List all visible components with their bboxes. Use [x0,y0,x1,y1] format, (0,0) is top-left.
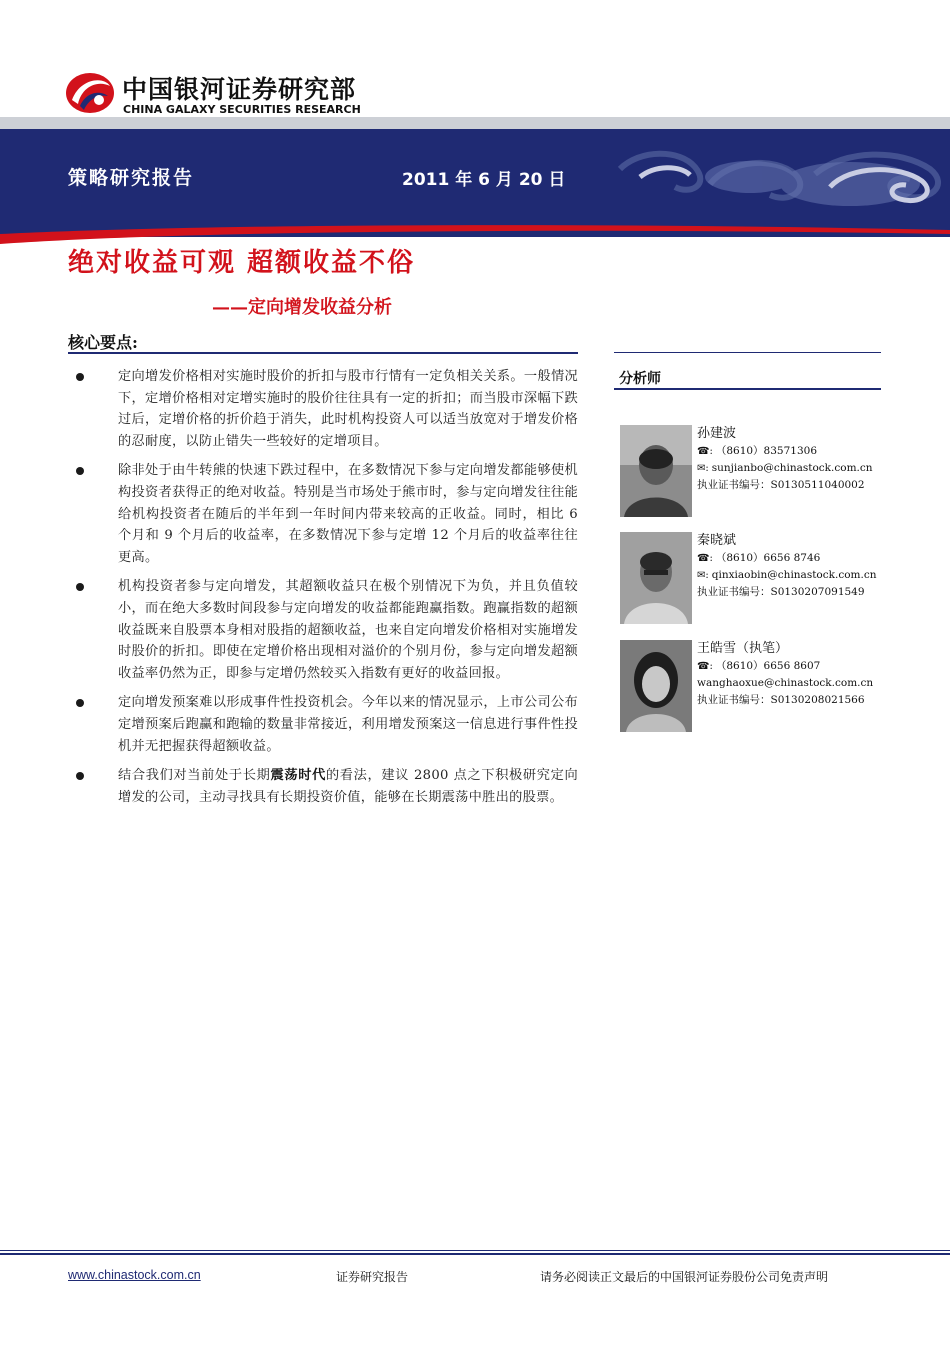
key-points-divider [68,352,578,354]
analyst-name: 王皓雪（执笔） [697,641,789,656]
footer-disclaimer: 请务必阅读正文最后的中国银河证券股份公司免责声明 [540,1270,829,1284]
key-point-emphasis: 震荡时代 [270,768,326,784]
analyst-phone: （8610）6656 8746 [715,552,821,564]
key-points-list [68,366,578,816]
analyst-phone-row [697,550,897,567]
analyst-card [620,532,890,624]
bullet-icon [76,699,84,707]
bullet-icon [76,583,84,591]
galaxy-logo-icon [64,70,116,116]
analyst-phone: （8610）83571306 [715,445,817,457]
bullet-icon [76,772,84,780]
key-points-heading: 核心要点: [68,333,138,352]
bullet-icon [76,467,84,475]
phone-icon: ☎: [697,553,713,564]
key-point-text: 除非处于由牛转熊的快速下跌过程中，在多数情况下参与定向增发都能够使机构投资者获得正的绝对收益。特别是当市场处于熊市时，参与定向增发往往能给机构投资者在随后的半年到一年时间内带来较高的正收益。同时，相比 6 个月和 9 个月后的收益率，在多数情况下参与定增 12 个月后的收益率往往更高。 [118,463,578,565]
analyst-phone: （8610）6656 8607 [715,660,821,672]
key-point-text [118,765,578,808]
envelope-icon: ✉: [697,570,709,581]
analyst-email-row [697,567,897,584]
key-point-text: 定向增发价格相对实施时股价的折扣与股市行情有一定负相关关系。一般情况下，定增价格相对定增实施时的股价往往具有一定的折扣；而当股市深幅下跌过后，定增价格的折价趋于消失，此时机构投资人可以适当放宽对于增发价格的忍耐度，以防止错失一些较好的定增项目。 [118,369,578,449]
key-point-item [68,692,578,757]
brand-name-cn: 中国银河证券研究部 [122,75,357,104]
brand-name-en: CHINA GALAXY SECURITIES RESEARCH [123,103,361,116]
key-point-text: 定向增发预案难以形成事件性投资机会。今年以来的情况显示，上市公司公布定增预案后跑赢和跑输的数量非常接近，利用增发预案这一信息进行事件性投机并无把握获得超额收益。 [118,695,578,754]
analyst-name: 孙建波 [697,426,737,441]
report-type: 策略研究报告 [68,167,195,189]
analyst-name: 秦晓斌 [697,533,737,548]
key-point-item [68,576,578,684]
phone-icon: ☎: [697,661,713,672]
phone-icon: ☎: [697,446,713,457]
footer-report-label: 证券研究报告 [336,1270,409,1284]
page-title: 绝对收益可观 超额收益不俗 [68,248,416,278]
analyst-email: wanghaoxue@chinastock.com.cn [697,677,874,689]
bullet-icon [76,373,84,381]
analyst-heading: 分析师 [619,371,661,387]
analyst-card [620,640,890,732]
analyst-divider-top [614,352,881,353]
key-point-text-part: 结合我们对当前处于长期 [118,768,271,784]
analyst-phone-row [697,658,897,675]
analyst-photo [620,532,692,624]
key-point-item [68,765,578,808]
analyst-divider-bottom [614,388,881,390]
analyst-cert: 执业证书编号：S0130511040002 [697,479,865,491]
page-subtitle: ——定向增发收益分析 [212,297,392,318]
analyst-photo [620,640,692,732]
key-point-item [68,460,578,568]
analyst-email-row [697,460,897,477]
analyst-photo [620,425,692,517]
report-date: 2011 年 6 月 20 日 [402,170,566,190]
analyst-cert: 执业证书编号：S0130208021566 [697,694,865,706]
footer-divider-thick [0,1253,950,1255]
analyst-card [620,425,890,517]
key-point-item [68,366,578,452]
analyst-phone-row [697,443,897,460]
analyst-email: sunjianbo@chinastock.com.cn [711,462,873,474]
analyst-email: qinxiaobin@chinastock.com.cn [711,569,877,581]
key-point-text-part: 的看法，建议 2800 点之下积极研究定向增发的公司，主动寻找具有长期投资价值，能够在长期震荡中胜出的股票。 [118,768,578,805]
key-point-text: 机构投资者参与定向增发，其超额收益只在极个别情况下为负，并且负值较小，而在绝大多数时间段参与定向增发的收益都能跑赢指数。跑赢指数的超额收益既来自股票本身相对股指的超额收益，也来自定向增发价格相对实施增发时股价的折扣。即使在定增价格出现相对溢价的个别月份，参与定向增发超额收益率仍然为正，即参与定增仍然较买入指数有更好的收益回报。 [118,579,578,681]
footer-divider [0,1250,950,1251]
banner-top-stripe [0,117,950,129]
envelope-icon: ✉: [697,463,709,474]
footer-website-link[interactable]: www.chinastock.com.cn [68,1268,201,1282]
analyst-cert: 执业证书编号：S0130207091549 [697,586,865,598]
